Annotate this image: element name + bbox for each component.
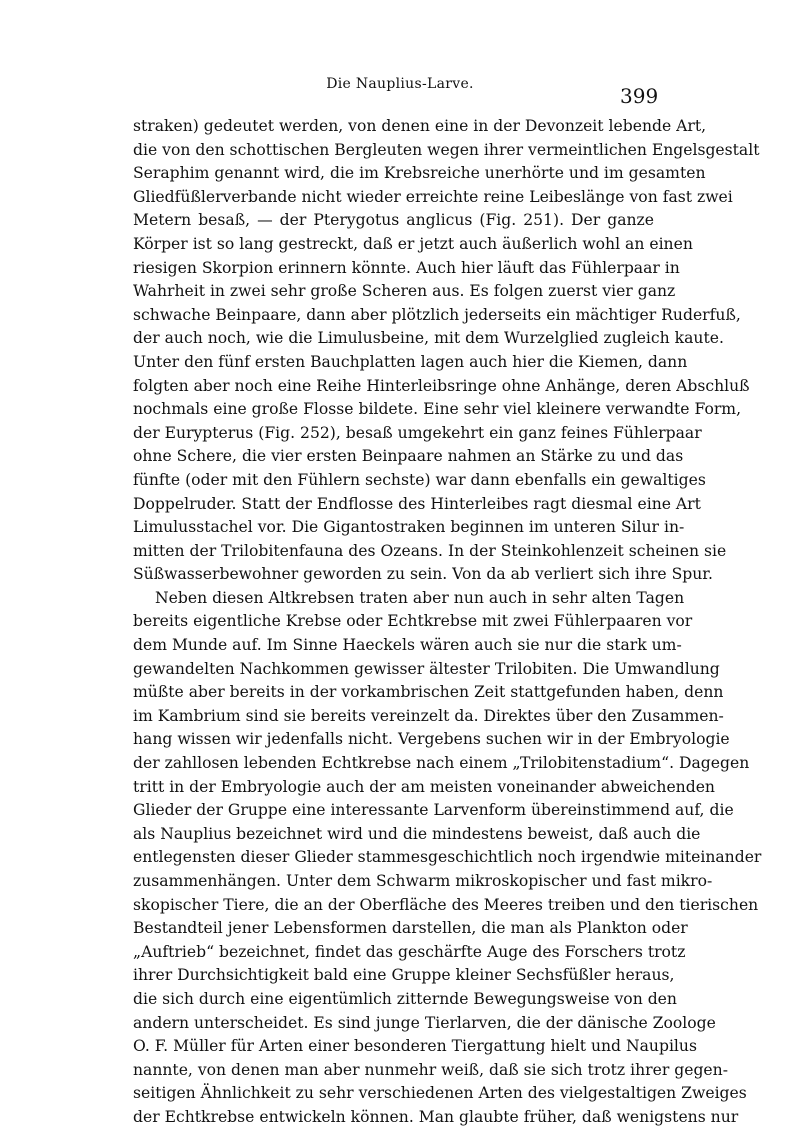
- text-line: seitigen Ähnlichkeit zu sehr verschiedenen Arten des vielgestaltigen Zweiges: [133, 1084, 747, 1103]
- text-line: Körper ist so lang gestreckt, daß er jetzt auch äußerlich wohl an einen: [133, 234, 693, 253]
- text-line: Seraphim genannt wird, die im Krebsreiche unerhörte und im gesamten: [133, 164, 706, 183]
- text-line: Glieder der Gruppe eine interessante Larvenform übereinstimmend auf, die: [133, 801, 734, 820]
- text-line: der Eurypterus (Fig. 252), besaß umgekehrt ein ganz feines Fühlerpaar: [133, 423, 702, 442]
- text-line: riesigen Skorpion erinnern könnte. Auch hier läuft das Fühlerpaar in: [133, 258, 680, 277]
- text-line: nannte, von denen man aber nunmehr weiß, daß sie sich trotz ihrer gegen-: [133, 1060, 728, 1079]
- text-line: andern unterscheidet. Es sind junge Tierlarven, die der dänische Zoologe: [133, 1013, 716, 1032]
- text-line: mitten der Trilobitenfauna des Ozeans. In der Steinkohlenzeit scheinen sie: [133, 541, 727, 560]
- text-line: nochmals eine große Flosse bildete. Eine sehr viel kleinere verwandte Form,: [133, 400, 742, 419]
- text-line: hang wissen wir jedenfalls nicht. Vergebens suchen wir in der Embryologie: [133, 730, 730, 749]
- text-line: gewandelten Nachkommen gewisser ältester Trilobiten. Die Umwandlung: [133, 659, 720, 678]
- text-line: „Auftrieb“ bezeichnet, findet das geschärfte Auge des Forschers trotz: [133, 942, 686, 961]
- text-line: Neben diesen Altkrebsen traten aber nun auch in sehr alten Tagen: [155, 588, 685, 607]
- text-line: im Kambrium sind sie bereits vereinzelt da. Direktes über den Zusammen-: [133, 706, 724, 725]
- text-line: folgten aber noch eine Reihe Hinterleibsringe ohne Anhänge, deren Abschluß: [133, 376, 750, 395]
- text-line: ohne Schere, die vier ersten Beinpaare nahmen an Stärke zu und das: [133, 447, 684, 466]
- body-text: [133, 115, 762, 1130]
- text-line: Gliedfüßlerverbande nicht wieder erreichte reine Leibeslänge von fast zwei: [133, 187, 733, 206]
- text-line: Metern besaß, — der Pterygotus anglicus (Fig. 251). Der ganze: [133, 211, 654, 230]
- text-line: Doppelruder. Statt der Endflosse des Hinterleibes ragt diesmal eine Art: [133, 494, 701, 513]
- text-line: straken) gedeutet werden, von denen eine in der Devonzeit lebende Art,: [133, 117, 707, 135]
- text-line: der auch noch, wie die Limulusbeine, mit dem Wurzelglied zugleich kaute.: [133, 329, 724, 348]
- text-line: tritt in der Embryologie auch der am meisten voneinander abweichenden: [133, 777, 715, 796]
- text-line: Süßwasserbewohner geworden zu sein. Von da ab verliert sich ihre Spur.: [133, 565, 714, 584]
- text-line: der Echtkrebse entwickeln können. Man glaubte früher, daß wenigstens nur: [133, 1107, 739, 1126]
- text-line: bereits eigentliche Krebse oder Echtkrebse mit zwei Fühlerpaaren vor: [133, 612, 693, 631]
- text-line: ihrer Durchsichtigkeit bald eine Gruppe kleiner Sechsfüßler heraus,: [133, 966, 675, 985]
- text-line: entlegensten dieser Glieder stammesgeschichtlich noch irgendwie miteinander: [133, 848, 762, 867]
- text-line: zusammenhängen. Unter dem Schwarm mikroskopischer und fast mikro-: [133, 872, 713, 890]
- text-line: fünfte (oder mit den Fühlern sechste) war dann ebenfalls ein gewaltiges: [133, 470, 706, 489]
- running-title: Die Nauplius-Larve.: [326, 76, 474, 92]
- text-line: die sich durch eine eigentümlich zitternde Bewegungsweise von den: [133, 989, 677, 1008]
- text-line: Unter den fünf ersten Bauchplatten lagen auch hier die Kiemen, dann: [133, 352, 688, 371]
- text-line: Limulusstachel vor. Die Gigantostraken beginnen im unteren Silur in-: [133, 518, 685, 537]
- text-line: schwache Beinpaare, dann aber plötzlich jederseits ein mächtiger Ruderfuß,: [133, 305, 741, 324]
- page-number: 399: [620, 84, 659, 108]
- text-line: der zahllosen lebenden Echtkrebse nach einem „Trilobitenstadium“. Dagegen: [133, 754, 750, 773]
- text-line: als Nauplius bezeichnet wird und die mindestens beweist, daß auch die: [133, 824, 701, 843]
- text-line: die von den schottischen Bergleuten wegen ihrer vermeintlichen Engelsgestalt: [133, 140, 760, 159]
- text-line: müßte aber bereits in der vorkambrischen Zeit stattgefunden haben, denn: [133, 683, 724, 702]
- text-line: skopischer Tiere, die an der Oberfläche des Meeres treiben und den tierischen: [133, 895, 759, 914]
- text-line: O. F. Müller für Arten einer besonderen Tiergattung hielt und Naupilus: [133, 1037, 697, 1056]
- text-line: Wahrheit in zwei sehr große Scheren aus. Es folgen zuerst vier ganz: [133, 282, 676, 301]
- text-line: dem Munde auf. Im Sinne Haeckels wären auch sie nur die stark um-: [133, 636, 682, 655]
- text-line: Bestandteil jener Lebensformen darstellen, die man als Plankton oder: [133, 919, 688, 938]
